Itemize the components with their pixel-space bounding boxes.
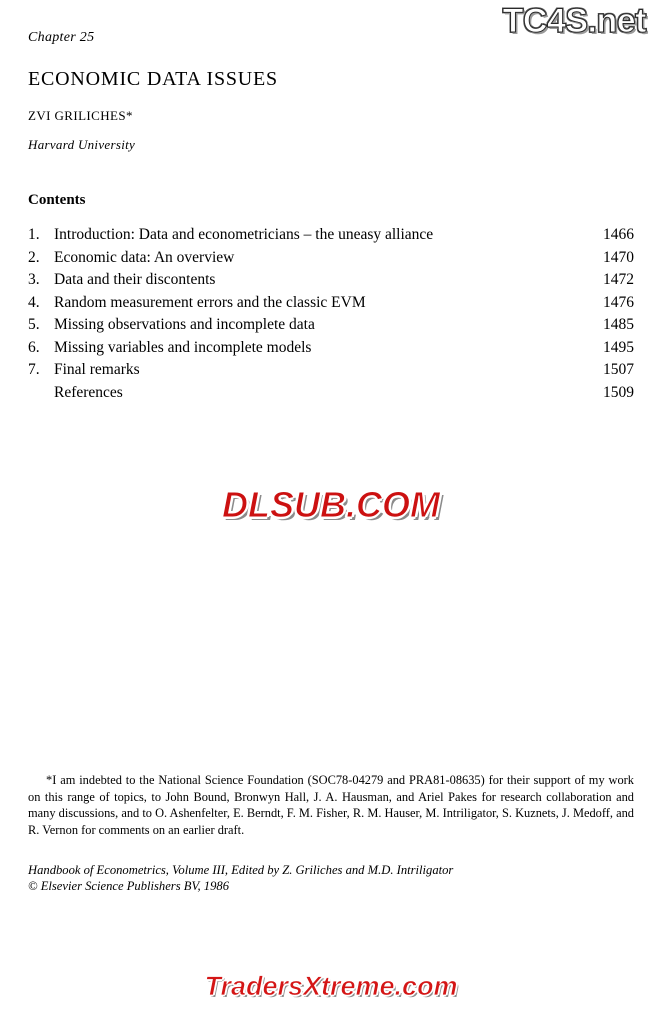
series-copyright: © Elsevier Science Publishers BV, 1986 [28, 879, 229, 893]
author-affiliation: Harvard University [28, 137, 136, 152]
toc-entry-number: 4. [28, 293, 40, 311]
table-of-contents [28, 224, 634, 404]
toc-entry-page: 1472 [603, 271, 634, 288]
footnote [28, 772, 634, 838]
toc-entry-page: 1485 [603, 316, 634, 333]
toc-entry [28, 359, 634, 382]
toc-entry-label: Missing observations and incomplete data [54, 316, 315, 333]
toc-entry [28, 314, 634, 337]
toc-entry-label: Economic data: An overview [54, 248, 235, 266]
watermark-top-right: TC4S.net [502, 2, 646, 40]
toc-entry-number: 3. [28, 271, 40, 288]
toc-entry-number: 5. [28, 316, 40, 333]
toc-entry-page: 1466 [603, 226, 634, 243]
toc-entry [28, 247, 634, 270]
toc-entry-page: 1495 [603, 338, 634, 356]
toc-entry-number: 2. [28, 248, 40, 266]
toc-entry-label: Missing variables and incomplete models [54, 338, 312, 356]
toc-entry [28, 224, 634, 247]
toc-entry [28, 269, 634, 292]
toc-entry-label: Data and their discontents [54, 271, 216, 288]
page-title: ECONOMIC DATA ISSUES [28, 68, 278, 90]
toc-entry [28, 292, 634, 315]
watermark-middle: DLSUB.COM [222, 484, 440, 525]
chapter-label: Chapter 25 [28, 30, 95, 45]
toc-entry-number: 1. [28, 226, 40, 243]
series-line-1: Handbook of Econometrics, Volume III, Edited by Z. Griliches and M.D. Intriligator [28, 863, 454, 877]
toc-entry-number: 7. [28, 361, 40, 378]
toc-entry-page: 1507 [603, 361, 634, 378]
toc-entry [28, 382, 634, 405]
watermark-bottom: TradersXtreme.com [204, 971, 458, 1001]
series-info [28, 862, 634, 894]
toc-entry-label: Random measurement errors and the classic EVM [54, 293, 366, 311]
toc-entry-page: 1470 [603, 248, 634, 266]
toc-entry-label: References [54, 383, 123, 401]
footnote-text: *I am indebted to the National Science Foundation (SOC78-04279 and PRA81-08635) for their support of my work on this range of topics, to John Bound, Bronwyn Hall, J. A. Hausman, and Ariel Pakes for research collaboration and many discussions, and to O. Ashenfelter, E. Berndt, F. M. Fisher, R. M. Hauser, M. Intriligator, S. Kuznets, J. Medoff, and R. Vernon for comments on an earlier draft. [28, 773, 634, 837]
toc-entry-label: Final remarks [54, 361, 140, 378]
toc-entry-number: 6. [28, 338, 40, 356]
toc-entry-page: 1509 [603, 383, 634, 401]
author-name: ZVI GRILICHES* [28, 108, 133, 123]
contents-heading: Contents [28, 192, 86, 208]
toc-entry [28, 337, 634, 360]
toc-entry-page: 1476 [603, 293, 634, 311]
toc-entry-label: Introduction: Data and econometricians – the uneasy alliance [54, 226, 434, 243]
